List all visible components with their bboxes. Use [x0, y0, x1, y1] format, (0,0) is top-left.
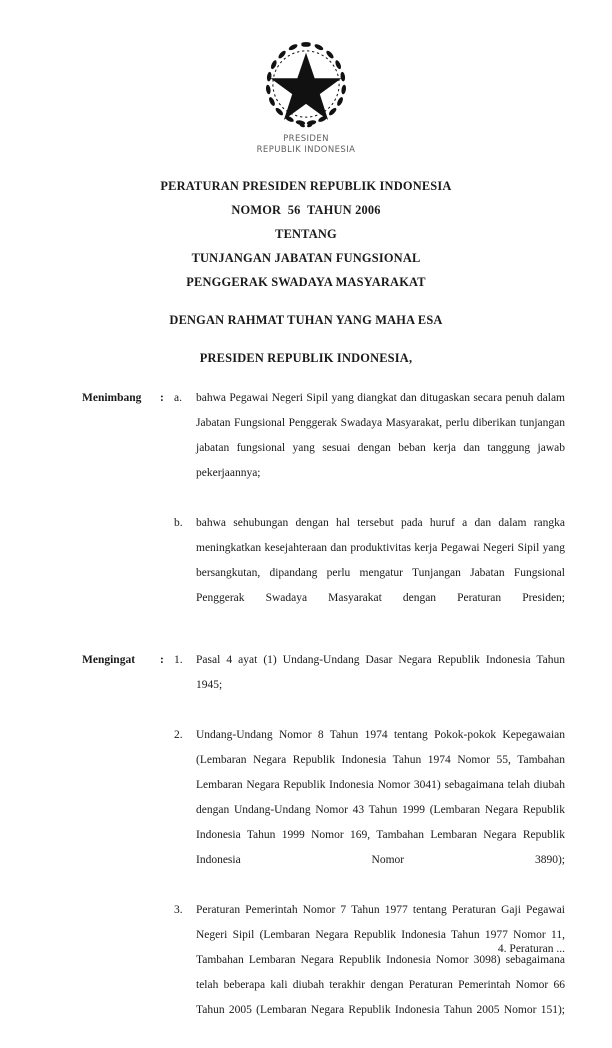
clause-mengingat-items — [174, 648, 565, 1048]
list-item-marker: 3. — [174, 904, 183, 916]
title-subject-line-1: TUNJANGAN JABATAN FUNGSIONAL — [191, 251, 421, 265]
list-item — [174, 648, 565, 723]
clause-mengingat — [82, 648, 565, 1048]
emblem-caption — [0, 134, 612, 156]
page-continuation-marker: 4. Peraturan ... — [497, 943, 565, 955]
list-item-marker: b. — [174, 517, 183, 529]
list-item-text: Undang-Undang Nomor 8 Tahun 1974 tentang Pokok-pokok Kepegawaian (Lembaran Negara Republik Indonesia Tahun 1974 Nomor 55, Tambahan Lembaran Negara Republik Indonesia Nomor 3041) sebagaimana telah diubah dengan Undang-Undang Nomor 43 Tahun 1999 (Lembaran Negara Republik Indonesia Tahun 1999 Nomor 169, Tambahan Lembaran Negara Republik Indonesia Nomor 3890); — [196, 729, 565, 866]
clause-mengingat-colon: : — [160, 654, 164, 666]
list-item-text: Peraturan Pemerintah Nomor 7 Tahun 1977 tentang Peraturan Gaji Pegawai Negeri Sipil (Lembaran Negara Republik Indonesia Tahun 1977 Nomor 11, Tambahan Lembaran Negara Republik Indonesia Nomor 3098) sebagaimana telah beberapa kali diubah terakhir dengan Peraturan Pemerintah Nomor 66 Tahun 2005 (Lembaran Negara Republik Indonesia Tahun 2005 Nomor 151); — [196, 904, 565, 1016]
list-item-text: bahwa Pegawai Negeri Sipil yang diangkat dan ditugaskan secara penuh dalam Jabatan Fungsional Penggerak Swadaya Masyarakat, perlu diberikan tunjangan jabatan fungsional yang sesuai dengan beban kerja dan tanggung jawab pekerjaannya; — [196, 392, 565, 479]
list-item — [174, 723, 565, 898]
list-item — [174, 386, 565, 511]
emblem-caption-line-1: PRESIDEN — [283, 134, 329, 144]
title-about-label: TENTANG — [275, 227, 337, 241]
title-number-year: NOMOR 56 TAHUN 2006 — [231, 203, 381, 217]
document-title-block — [0, 174, 612, 370]
list-item-text: bahwa sehubungan dengan hal tersebut pada huruf a dan dalam rangka meningkatkan kesejahteraan dan produktivitas kerja Pegawai Negeri Sipil yang bersangkutan, dipandang perlu mengatur Tunjangan Jabatan Fungsional Penggerak Swadaya Masyarakat dengan Peraturan Presiden; — [196, 517, 565, 604]
title-subject-line-2: PENGGERAK SWADAYA MASYARAKAT — [186, 275, 426, 289]
clause-menimbang-label: Menimbang — [82, 392, 142, 404]
clause-menimbang — [82, 386, 565, 636]
list-item-text: Pasal 4 ayat (1) Undang-Undang Dasar Negara Republik Indonesia Tahun 1945; — [196, 654, 565, 691]
clause-menimbang-colon: : — [160, 392, 164, 404]
clause-mengingat-label: Mengingat — [82, 654, 136, 666]
title-invocation: DENGAN RAHMAT TUHAN YANG MAHA ESA — [169, 313, 443, 327]
clause-menimbang-items — [174, 386, 565, 636]
emblem-caption-line-2: REPUBLIK INDONESIA — [256, 145, 356, 155]
emblem-block — [0, 0, 612, 156]
title-regulation-type: PERATURAN PRESIDEN REPUBLIK INDONESIA — [160, 179, 452, 193]
title-issuer: PRESIDEN REPUBLIK INDONESIA, — [199, 351, 413, 365]
list-item-marker: 1. — [174, 654, 183, 666]
garuda-star-wreath-emblem — [260, 38, 352, 130]
list-item-marker: a. — [174, 392, 182, 404]
list-item — [174, 898, 565, 1048]
list-item — [174, 511, 565, 636]
list-item-marker: 2. — [174, 729, 183, 741]
